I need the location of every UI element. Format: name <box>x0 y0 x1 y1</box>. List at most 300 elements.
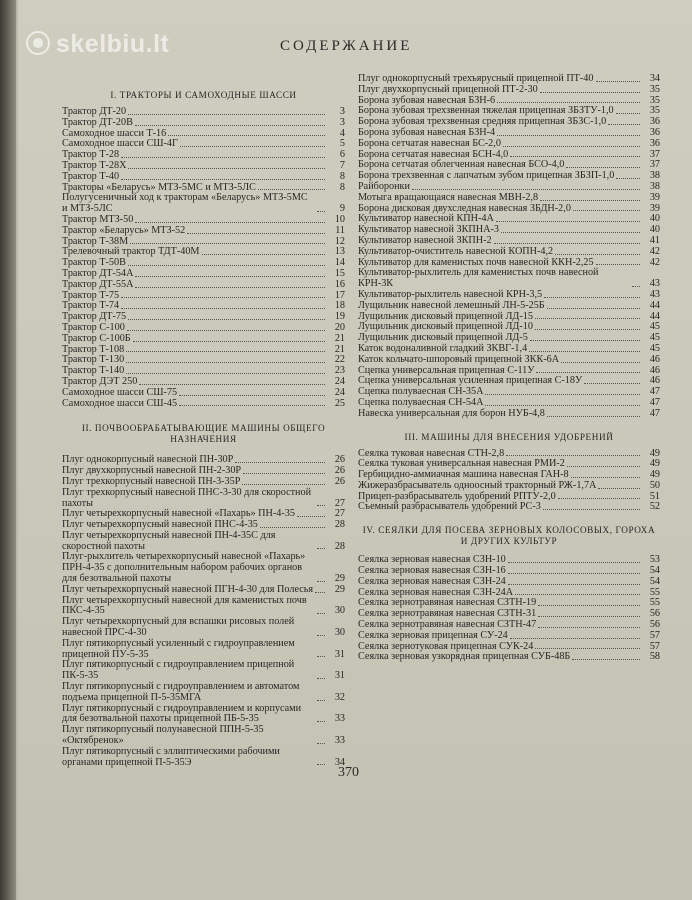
dot-leader <box>632 286 640 287</box>
dot-leader <box>506 455 640 456</box>
toc-entry-page: 8 <box>339 170 345 182</box>
toc-entry <box>62 660 345 682</box>
toc-entry-title: Культиватор-очиститель навесной КОПН-4,2 <box>358 245 554 257</box>
toc-entry-page: 3 <box>339 106 345 117</box>
section-heading: II. ПОЧВООБРАБАТЫВАЮЩИЕ МАШИНЫ ОБЩЕГО НАЗНАЧЕНИЯ <box>81 423 326 445</box>
toc-entry-title: Плуг четырехкорпусный навесной ПГН-4-30 для Полесья <box>62 583 314 595</box>
toc-entry-title: Гербицидно-аммиачная машина навесная ГАН-8 <box>358 469 569 481</box>
toc-entry-page: 13 <box>334 246 345 258</box>
toc-entry-title: Сцепка универсальная усиленная прицепная С-18У <box>358 375 583 387</box>
dot-leader <box>567 466 640 467</box>
toc-entry-title: Трактор С-100 <box>62 321 125 333</box>
toc-entry-title: Плуг пятикорпусный усиленный с гидроуправлением прицепной ПУ-5-35 <box>62 637 295 660</box>
page-title: СОДЕРЖАНИЕ <box>280 38 413 54</box>
toc-entry-page: 50 <box>649 479 660 491</box>
toc-entry-page: 37 <box>649 148 660 160</box>
toc-entry-title: Плуг пятикорпусный с гидроуправлением и автоматом подъема прицепной П-5-35МГА <box>62 681 300 703</box>
toc-entry-page: 21 <box>334 343 345 355</box>
toc-entry-title: Лущильник дисковый прицепной ЛД-5 <box>358 332 528 344</box>
toc-entry <box>62 280 345 291</box>
toc-entry-page: 57 <box>649 629 660 641</box>
toc-entry-title: Плуг пятикорпусный с гидроуправлением прицепной ПК-5-35 <box>62 659 295 682</box>
dot-leader <box>584 383 640 384</box>
toc-entry-title: Плуг четырехкорпусный навесной ПНС-4-35 <box>62 519 258 531</box>
toc-entry-page: 40 <box>649 213 660 225</box>
toc-entry-title: Культиватор-рыхлитель для каменистых почв навесной КРН-3К <box>358 267 599 290</box>
toc-entry-title: Сеялка зернотравяная навесная СЗТН-19 <box>358 597 537 609</box>
dot-leader <box>508 562 640 563</box>
toc-entry-title: Сеялка зерновая навесная СЗН-24А <box>358 586 514 598</box>
book-spine <box>0 0 16 900</box>
dot-leader <box>571 477 640 478</box>
toc-entry-page: 49 <box>649 469 660 481</box>
dot-leader <box>179 405 325 406</box>
toc-entry-title: Трактор ДЭТ 250 <box>62 375 138 387</box>
toc-entry-page: 27 <box>334 497 345 509</box>
toc-entry-title: Плуг четырехкорпусный для вспашки рисовых полей навесной ПРС-4-30 <box>62 616 295 639</box>
toc-entry-title: Сеялка зерновая навесная СЗН-16 <box>358 565 506 577</box>
toc-entry-title: Лущильник навесной лемешный ЛН-5-25Б <box>358 299 545 311</box>
toc-entry-page: 28 <box>334 540 345 552</box>
toc-entry-title: Сеялка зерновая навесная СЗН-24 <box>358 575 506 587</box>
dot-leader <box>243 473 325 474</box>
dot-leader <box>412 189 640 190</box>
toc-entry-page: 44 <box>649 299 660 311</box>
watermark-text: skelbiu.lt <box>56 30 170 58</box>
toc-entry <box>62 399 345 410</box>
toc-entry <box>62 682 345 704</box>
toc-entry-page: 11 <box>335 224 345 236</box>
dot-leader <box>317 505 325 506</box>
dot-leader <box>128 265 325 266</box>
dot-leader <box>126 362 325 363</box>
toc-entry-title: Плуг однокорпусный трехъярусный прицепной ПТ-40 <box>358 73 594 84</box>
toc-entry-title: Плуг четырехкорпусный навесной ПН-4-35С для скоростной пахоты <box>62 529 276 552</box>
toc-entry-page: 26 <box>334 475 345 487</box>
toc-entry-title: Сцепка полуваесная СН-35А <box>358 386 484 398</box>
dot-leader <box>573 210 640 211</box>
toc-entry-title: Борона зубовая трехзвенная тяжелая прицепная ЗБЗТУ-1,0 <box>358 105 614 117</box>
toc-entry-title: Трактор Т-38М <box>62 235 129 247</box>
toc-entry-page: 30 <box>334 627 345 639</box>
dot-leader <box>535 318 640 319</box>
toc-entry-page: 51 <box>649 490 660 502</box>
dot-leader <box>510 638 640 639</box>
dot-leader <box>596 264 640 265</box>
toc-entry-page: 34 <box>649 73 660 84</box>
toc-entry-page: 49 <box>649 458 660 470</box>
toc-entry <box>62 747 345 769</box>
dot-leader <box>317 743 325 744</box>
toc-entry-page: 56 <box>649 619 660 631</box>
dot-leader <box>135 276 325 277</box>
toc-entry-page: 33 <box>334 713 345 725</box>
dot-leader <box>317 700 325 701</box>
toc-entry-title: Трактор Т-75 <box>62 289 120 301</box>
dot-leader <box>547 308 640 309</box>
toc-entry-title: Сеялка зерновая навесная СЗН-10 <box>358 554 506 566</box>
toc-entry-title: Съемный разбрасыватель удобрений РС-3 <box>358 501 541 513</box>
toc-entry-page: 54 <box>649 575 660 587</box>
dot-leader <box>503 146 640 147</box>
dot-leader <box>126 351 325 352</box>
toc-entry-page: 35 <box>649 83 660 95</box>
toc-entry-page: 9 <box>339 203 345 215</box>
toc-entry-title: Каток водоналивной гладкий ЗКВГ-1,4 <box>358 342 528 354</box>
toc-entry-title: Культиватор-рыхлитель навесной КРН-3,5 <box>358 288 543 300</box>
dot-leader <box>538 616 640 617</box>
dot-leader <box>558 498 640 499</box>
dot-leader <box>315 592 325 593</box>
toc-entry-page: 39 <box>649 191 660 203</box>
dot-leader <box>529 351 640 352</box>
dot-leader <box>501 232 640 233</box>
toc-entry-title: Трактор «Беларусь» МТЗ-52 <box>62 224 186 236</box>
toc-entry-title: Жижеразбрасыватель одноосный тракторный РЖ-1,7А <box>358 479 597 491</box>
toc-entry-page: 17 <box>334 289 345 301</box>
toc-entry-title: Плуг трехкорпусный навесной ПНС-3-30 для скоростной пахоты <box>62 486 312 509</box>
dot-leader <box>317 678 325 679</box>
toc-entry-page: 35 <box>649 94 660 106</box>
toc-entry-page: 33 <box>334 735 345 747</box>
toc-entry-page: 8 <box>339 181 345 193</box>
toc-entry-title: Культиватор навесной ЗКПН-2 <box>358 234 492 246</box>
dot-leader <box>543 509 640 510</box>
section-heading: I. ТРАКТОРЫ И САМОХОДНЫЕ ШАССИ <box>110 90 297 100</box>
toc-entry-page: 36 <box>649 116 660 128</box>
toc-entry-title: Самоходное шасси СШ-45 <box>62 397 178 409</box>
left-column <box>62 76 345 768</box>
toc-entry-title: Трактор ДТ-54А <box>62 267 134 279</box>
toc-entry <box>62 488 345 510</box>
toc-entry-title: Лущильник дисковый прицепной ЛД-15 <box>358 310 533 322</box>
toc-entry <box>358 652 660 663</box>
toc-entry-title: Плуг однокорпусный навесной ПН-30Р <box>62 454 234 466</box>
toc-entry-title: Борона трехзвенная с лапчатым зубом прицепная ЗБЗП-1,0 <box>358 170 615 182</box>
dot-leader <box>187 233 325 234</box>
toc-entry-title: Трактор ДТ-75 <box>62 311 127 323</box>
dot-leader <box>242 484 325 485</box>
toc-entry-title: Прицеп-разбрасыватель удобрений РПТУ-2,0 <box>358 490 556 502</box>
toc-entry-title: Мотыга вращающаяся навесная МВН-2,8 <box>358 191 539 203</box>
toc-entry-title: Плуг четырехкорпусный навесной «Пахарь» ПН-4-35 <box>62 508 295 520</box>
dot-leader <box>535 329 640 330</box>
dot-leader <box>139 384 325 385</box>
dot-leader <box>485 405 640 406</box>
dot-leader <box>317 721 325 722</box>
toc-entry-page: 24 <box>334 386 345 398</box>
section-heading: III. МАШИНЫ ДЛЯ ВНЕСЕНИЯ УДОБРЕНИЙ <box>404 431 614 442</box>
toc-entry-page: 23 <box>334 365 345 377</box>
toc-entry-page: 46 <box>649 375 660 387</box>
toc-entry-title: Борона сетчатая навесная БСН-4,0 <box>358 148 509 160</box>
toc-entry <box>62 639 345 661</box>
watermark-icon <box>26 31 50 55</box>
toc-entry-title: Тракторы «Беларусь» МТЗ-5МС и МТЗ-5ЛС <box>62 181 256 193</box>
toc-entry-page: 27 <box>334 508 345 520</box>
dot-leader <box>497 102 640 103</box>
toc-entry-page: 31 <box>334 670 345 682</box>
dot-leader <box>538 627 640 628</box>
dot-leader <box>515 594 640 595</box>
dot-leader <box>130 243 325 244</box>
toc-entry-page: 38 <box>649 180 660 192</box>
dot-leader <box>317 548 325 549</box>
toc-entry-title: Трактор С-100Б <box>62 332 131 344</box>
toc-entry-page: 4 <box>339 127 345 139</box>
toc-entry-title: Самоходное шасси СШ-4Г <box>62 138 178 150</box>
dot-leader <box>128 114 325 115</box>
toc-entry <box>358 193 660 204</box>
dot-leader <box>317 764 325 765</box>
toc-entry <box>62 193 345 215</box>
toc-entry-title: Райборонки <box>358 180 410 192</box>
toc-entry-title: Сеялка зерновая узкорядная прицепная СУБ-48Б <box>358 651 571 663</box>
toc-entry-title: Культиватор навесной КПН-4А <box>358 213 494 225</box>
toc-entry-page: 12 <box>334 235 345 247</box>
dot-leader <box>536 372 640 373</box>
dot-leader <box>121 179 325 180</box>
toc-entry-title: Плуг четырехкорпусный навесной для каменистых почв ПКС-4-35 <box>62 594 307 617</box>
toc-entry-page: 45 <box>649 332 660 344</box>
toc-entry-title: Самоходное шасси СШ-75 <box>62 386 178 398</box>
toc-entry <box>358 268 660 290</box>
toc-entry-page: 53 <box>649 554 660 566</box>
toc-entry <box>62 596 345 618</box>
toc-entry-page: 31 <box>334 648 345 660</box>
toc-entry-page: 14 <box>334 257 345 269</box>
toc-entry-page: 43 <box>649 278 660 290</box>
toc-entry-page: 37 <box>649 159 660 171</box>
dot-leader <box>128 168 325 169</box>
toc-entry <box>62 334 345 345</box>
dot-leader <box>544 297 640 298</box>
dot-leader <box>598 488 640 489</box>
toc-entry-page: 29 <box>334 573 345 585</box>
dot-leader <box>258 189 325 190</box>
toc-entry <box>62 226 345 237</box>
toc-entry-title: Плуг двухкорпусный навесной ПН-2-30Р <box>62 465 242 477</box>
toc-entry-title: Культиватор для каменистых почв навесной ККН-2,25 <box>358 256 594 268</box>
toc-entry-page: 56 <box>649 608 660 620</box>
dot-leader <box>572 659 640 660</box>
dot-leader <box>121 308 325 309</box>
dot-leader <box>168 135 325 136</box>
toc-entry-page: 54 <box>649 565 660 577</box>
dot-leader <box>547 416 640 417</box>
dot-leader <box>179 395 325 396</box>
dot-leader <box>497 135 640 136</box>
toc-entry <box>62 118 345 129</box>
toc-entry-page: 45 <box>649 342 660 354</box>
toc-entry-title: Борона зубовая навесная БЗН-6 <box>358 94 496 106</box>
toc-entry-title: Плуг трехкорпусный навесной ПН-3-35Р <box>62 475 241 487</box>
toc-entry-page: 15 <box>334 267 345 279</box>
toc-entry-title: Самоходное шасси Т-16 <box>62 127 167 139</box>
toc-entry-page: 42 <box>649 245 660 257</box>
toc-entry-page: 55 <box>649 586 660 598</box>
toc-entry-page: 49 <box>649 447 660 459</box>
toc-entry-page: 32 <box>334 691 345 703</box>
dot-leader <box>555 254 640 255</box>
dot-leader <box>317 635 325 636</box>
toc-entry <box>358 502 660 513</box>
toc-entry-page: 25 <box>334 397 345 409</box>
dot-leader <box>540 92 640 93</box>
toc-entry-title: Трактор Т-40 <box>62 170 120 182</box>
toc-entry-page: 58 <box>649 651 660 663</box>
dot-leader <box>135 222 325 223</box>
dot-leader <box>121 157 325 158</box>
toc-entry-page: 6 <box>339 149 345 161</box>
toc-entry-title: Трактор Т-28 <box>62 149 120 161</box>
dot-leader <box>508 584 640 585</box>
toc-entry-page: 18 <box>334 300 345 312</box>
toc-entry-page: 47 <box>649 407 660 419</box>
toc-entry-page: 47 <box>649 386 660 398</box>
toc-entry-title: Трактор ДТ-20 <box>62 106 127 117</box>
toc-entry <box>358 409 660 420</box>
toc-entry-title: Плуг двухкорпусный прицепной ПТ-2-30 <box>358 83 538 95</box>
toc-entry-title: Трактор Т-74 <box>62 300 120 312</box>
dot-leader <box>317 211 325 212</box>
toc-entry <box>358 85 660 96</box>
right-column <box>358 74 660 663</box>
dot-leader <box>121 297 325 298</box>
toc-entry-title: Каток кольчато-шпоровый прицепной ЗКК-6А <box>358 353 560 365</box>
toc-entry-page: 57 <box>649 640 660 652</box>
dot-leader <box>126 373 325 374</box>
toc-entry-title: Трактор Т-108 <box>62 343 125 355</box>
toc-entry <box>62 704 345 726</box>
dot-leader <box>608 124 640 125</box>
toc-entry-page: 10 <box>334 213 345 225</box>
toc-entry-page: 7 <box>339 159 345 171</box>
toc-entry-title: Плуг-рыхлитель четырехкорпусный навесной «Пахарь» ПРН-4-35 с дополнительным набором рабочих органов для безотвальной пахоты <box>62 551 306 585</box>
dot-leader <box>235 462 325 463</box>
dot-leader <box>260 527 325 528</box>
toc-entry-page: 36 <box>649 126 660 138</box>
toc-entry-title: Полугусеничный ход к тракторам «Беларусь» МТЗ-5МС и МТЗ-5ЛС <box>62 192 308 215</box>
dot-leader <box>485 394 640 395</box>
toc-entry-title: Сеялка зернотуковая прицепная СУК-24 <box>358 640 534 652</box>
toc-entry-title: Сеялка туковая универсальная навесная РМИ-2 <box>358 458 565 470</box>
dot-leader <box>135 125 325 126</box>
dot-leader <box>530 340 640 341</box>
toc-entry-title: Борона сетчатая навесная БС-2,0 <box>358 137 501 149</box>
toc-entry-page: 47 <box>649 396 660 408</box>
dot-leader <box>133 341 325 342</box>
toc-entry <box>358 355 660 366</box>
toc-entry-title: Плуг пятикорпусный с эллиптическими рабочими органами прицепной П-5-35Э <box>62 745 280 768</box>
toc-entry-page: 28 <box>334 519 345 531</box>
toc-entry-page: 30 <box>334 605 345 617</box>
toc-entry-title: Сцепка полуваесная СН-54А <box>358 396 484 408</box>
dot-leader <box>540 200 640 201</box>
toc-entry-title: Трактор МТЗ-50 <box>62 213 134 225</box>
dot-leader <box>317 581 325 582</box>
toc-entry-page: 35 <box>649 105 660 117</box>
toc-entry-page: 20 <box>334 321 345 333</box>
toc-entry <box>62 617 345 639</box>
toc-entry-page: 52 <box>649 501 660 513</box>
dot-leader <box>616 113 640 114</box>
toc-entry-page: 26 <box>334 454 345 466</box>
toc-entry-page: 21 <box>334 332 345 344</box>
toc-entry <box>358 247 660 258</box>
toc-entry-title: Трактор ДТ-55А <box>62 278 134 290</box>
toc-entry <box>62 552 345 584</box>
toc-entry-title: Трелевочный трактор ТДТ-40М <box>62 246 200 258</box>
toc-entry-title: Трактор Т-28Х <box>62 159 127 171</box>
toc-entry <box>358 139 660 150</box>
toc-entry-page: 36 <box>649 137 660 149</box>
toc-entry-title: Навеска универсальная для борон НУБ-4,8 <box>358 407 545 419</box>
dot-leader <box>135 287 325 288</box>
toc-entry <box>62 172 345 183</box>
section-heading: IV. СЕЯЛКИ ДЛЯ ПОСЕВА ЗЕРНОВЫХ КОЛОСОВЫХ, ГОРОХА И ДРУГИХ КУЛЬТУР <box>362 525 656 547</box>
dot-leader <box>535 648 640 649</box>
toc-entry-page: 22 <box>334 354 345 366</box>
dot-leader <box>596 81 641 82</box>
toc-entry-page: 46 <box>649 353 660 365</box>
toc-entry-page: 39 <box>649 202 660 214</box>
dot-leader <box>128 319 325 320</box>
toc-entry-page: 43 <box>649 288 660 300</box>
toc-entry-page: 45 <box>649 321 660 333</box>
toc-entry-page: 3 <box>339 116 345 128</box>
toc-entry-page: 19 <box>334 311 345 323</box>
dot-leader <box>566 167 640 168</box>
page-number: 370 <box>338 765 359 780</box>
toc-entry-title: Сцепка универсальная прицепная С-11У <box>358 364 535 376</box>
dot-leader <box>494 243 640 244</box>
toc-entry-title: Культиватор навесной ЗКПНА-3 <box>358 224 499 236</box>
toc-entry-page: 29 <box>334 583 345 595</box>
toc-entry-title: Трактор ДТ-20В <box>62 116 133 128</box>
toc-entry-title: Борона зубовая навесная БЗН-4 <box>358 126 496 138</box>
dot-leader <box>616 178 640 179</box>
dot-leader <box>180 146 325 147</box>
toc-entry-title: Плуг пятикорпусный полунавесной ППН-5-35 «Октябренок» <box>62 724 264 747</box>
dot-leader <box>510 156 640 157</box>
toc-entry <box>358 301 660 312</box>
toc-entry <box>62 725 345 747</box>
toc-entry-title: Сеялка зерновая прицепная СУ-24 <box>358 629 508 641</box>
dot-leader <box>127 330 325 331</box>
dot-leader <box>317 613 325 614</box>
watermark <box>26 30 169 59</box>
toc-entry-page: 55 <box>649 597 660 609</box>
toc-entry-title: Сеялка зернотравяная навесная СЗТН-31 <box>358 608 537 620</box>
toc-entry-page: 5 <box>339 138 345 150</box>
toc-entry-page: 40 <box>649 224 660 236</box>
toc-entry-page: 38 <box>649 170 660 182</box>
toc-entry-title: Борона дисковая двухследная навесная ЗБДН-2,0 <box>358 202 571 214</box>
toc-entry-page: 26 <box>334 465 345 477</box>
toc-entry-page: 34 <box>334 756 345 768</box>
dot-leader <box>297 516 325 517</box>
toc-entry-title: Борона зубовая трехзвенная средняя прицепная ЗБЗС-1,0 <box>358 116 607 128</box>
toc-entry-title: Трактор Т-140 <box>62 365 125 377</box>
dot-leader <box>496 221 640 222</box>
toc-entry-title: Трактор Т-50В <box>62 257 126 269</box>
toc-entry-title: Лущильник дисковый прицепной ЛД-10 <box>358 321 533 333</box>
toc-entry-page: 44 <box>649 310 660 322</box>
toc-entry <box>62 531 345 553</box>
toc-entry-page: 46 <box>649 364 660 376</box>
toc-entry-page: 41 <box>649 234 660 246</box>
